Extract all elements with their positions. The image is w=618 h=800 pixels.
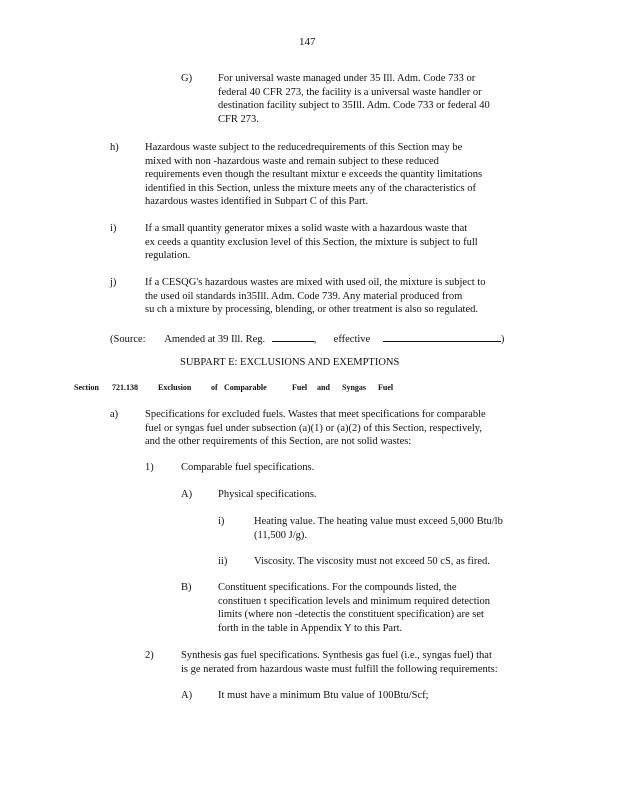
text-line: (11,500 J/g). xyxy=(254,529,307,541)
para-marker-2A: A) xyxy=(181,690,193,701)
subpart-heading: SUBPART E: EXCLUSIONS AND EXEMPTIONS xyxy=(180,357,400,368)
text-line: and the other requirements of this Section, are not solid wastes: xyxy=(145,436,412,448)
source-amended: Amended at 39 Ill. Reg. xyxy=(164,334,266,345)
item-G-text xyxy=(218,72,490,126)
item-i-text xyxy=(145,222,478,263)
text-line: fuel or syngas fuel under subsection (a)(1) or (a)(2) of this Section, respectively, xyxy=(145,422,482,434)
text-line: federal 40 CFR 273, the facility is a universal waste handler or xyxy=(218,86,482,98)
text-line: limits (where non -detectis the constituent specification) are set xyxy=(218,609,484,621)
text-line: requirements even though the resultant mixtur e exceeds the quantity limitations xyxy=(145,169,483,181)
source-comma: , xyxy=(313,334,317,345)
para-1A-text: Physical specifications. xyxy=(218,489,317,500)
para-2A-text: It must have a minimum Btu value of 100Btu/Scf; xyxy=(218,690,429,701)
section-title-word: and xyxy=(317,383,330,392)
source-prefix: (Source: xyxy=(110,334,146,345)
text-line: regulation. xyxy=(145,250,191,262)
para-marker-1Ai: i) xyxy=(218,516,225,527)
text-line: Specifications for excluded fuels. Wastes that meet specifications for comparable xyxy=(145,409,486,420)
source-close: ) xyxy=(500,334,505,345)
para-1Ai-text xyxy=(254,515,503,542)
section-label: Section xyxy=(74,383,99,392)
text-line: Synthesis gas fuel specifications. Synthesis gas fuel (i.e., syngas fuel) that xyxy=(181,650,492,661)
para-marker-1: 1) xyxy=(145,462,154,473)
text-line: the used oil standards in35Ill. Adm. Code 739. Any material produced from xyxy=(145,290,463,302)
para-1-text: Comparable fuel specifications. xyxy=(181,462,315,473)
source-note xyxy=(110,331,504,347)
item-marker-G: G) xyxy=(181,73,193,84)
text-line: su ch a mixture by processing, blending, or other treatment is also so regulated. xyxy=(145,304,479,316)
section-title-word: Syngas xyxy=(342,383,367,392)
page-number: 147 xyxy=(299,36,316,48)
text-line: destination facility subject to 35Ill. Adm. Code 733 or federal 40 xyxy=(218,100,490,112)
text-line: If a CESQG's hazardous wastes are mixed with used oil, the mixture is subject to xyxy=(145,277,486,288)
item-marker-j: j) xyxy=(110,277,117,288)
section-number: 721.138 xyxy=(112,383,138,392)
text-line: is ge nerated from hazardous waste must fulfill the following requirements: xyxy=(181,663,498,675)
section-title-word: of xyxy=(211,383,218,392)
text-line: identified in this Section, unless the mixture meets any of the characteristics of xyxy=(145,182,476,194)
para-marker-1A: A) xyxy=(181,489,193,500)
text-line: For universal waste managed under 35 Ill. Adm. Code 733 or xyxy=(218,73,476,84)
para-1B-text xyxy=(218,581,490,635)
text-line: ex ceeds a quantity exclusion level of this Section, the mixture is subject to full xyxy=(145,236,478,248)
para-marker-2: 2) xyxy=(145,650,154,661)
section-title-word: Fuel xyxy=(378,383,394,392)
para-a-text xyxy=(145,408,486,449)
item-marker-i: i) xyxy=(110,223,117,234)
effective-date-blank xyxy=(383,331,501,342)
para-2-text xyxy=(181,649,498,676)
text-line: forth in the table in Appendix Y to this Part. xyxy=(218,622,403,634)
para-marker-1B: B) xyxy=(181,582,192,593)
section-title-word: Fuel xyxy=(292,383,308,392)
text-line: mixed with non -hazardous waste and remain subject to these reduced xyxy=(145,155,439,167)
text-line: CFR 273. xyxy=(218,113,259,125)
text-line: Hazardous waste subject to the reducedrequirements of this Section may be xyxy=(145,142,463,153)
item-j-text xyxy=(145,276,485,317)
para-marker-1Aii: ii) xyxy=(218,556,228,567)
text-line: Heating value. The heating value must exceed 5,000 Btu/lb xyxy=(254,516,503,527)
text-line: If a small quantity generator mixes a solid waste with a hazardous waste that xyxy=(145,223,468,234)
text-line: Constituent specifications. For the compounds listed, the xyxy=(218,582,457,593)
para-marker-a: a) xyxy=(110,409,119,420)
register-blank xyxy=(272,331,314,342)
section-title-word: Exclusion xyxy=(158,383,192,392)
para-1Aii-text: Viscosity. The viscosity must not exceed 50 cS, as fired. xyxy=(254,556,490,567)
item-h-text xyxy=(145,141,482,209)
item-marker-h: h) xyxy=(110,142,119,153)
text-line: constituen t specification levels and minimum required detection xyxy=(218,595,491,607)
text-line: hazardous wastes identified in Subpart C of this Part. xyxy=(145,196,369,208)
source-effective: effective xyxy=(333,334,371,345)
section-title-word: Comparable xyxy=(224,383,267,392)
